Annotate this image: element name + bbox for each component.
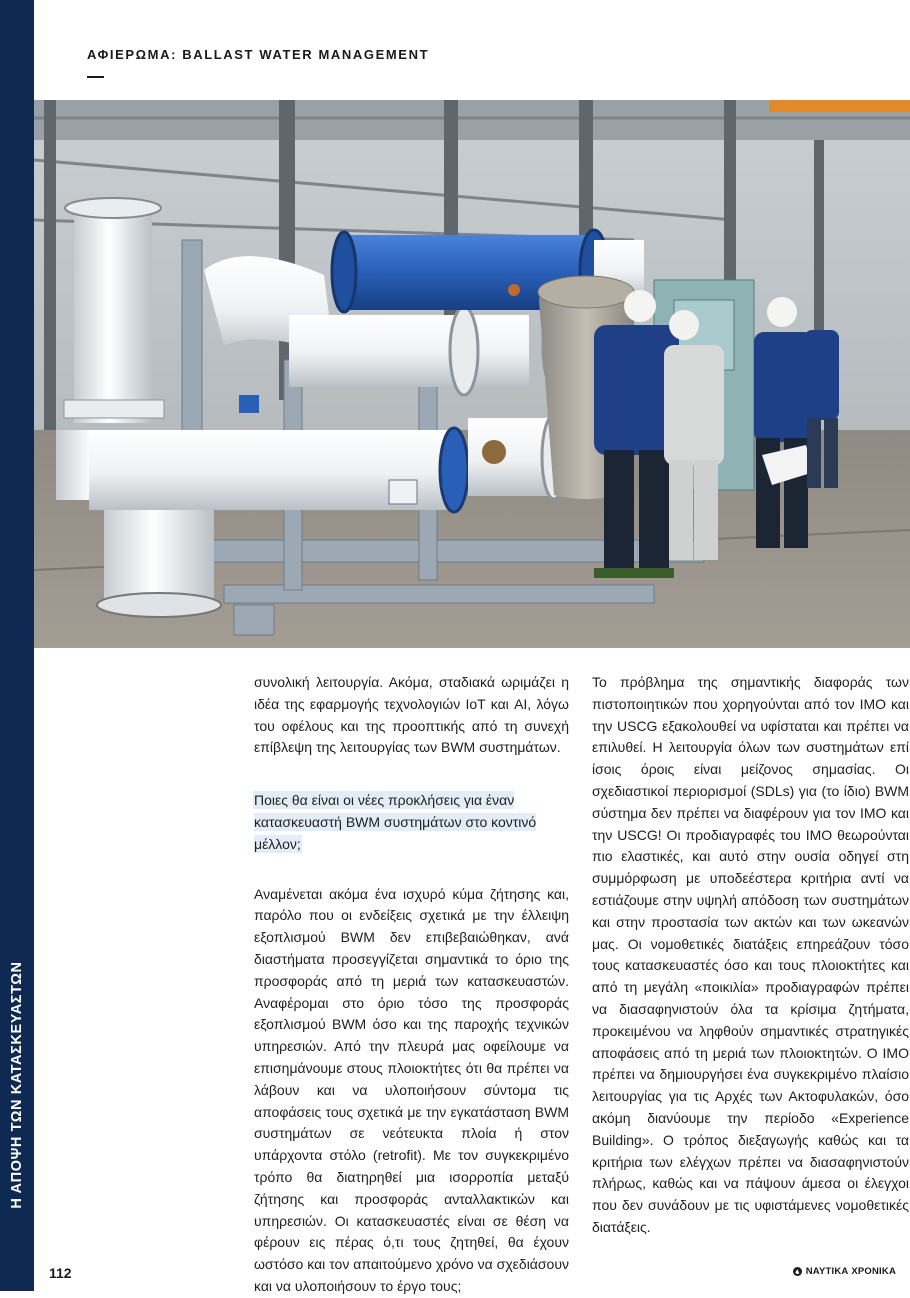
- worker-2: [664, 310, 724, 560]
- sidebar-band: [0, 0, 34, 1291]
- bwm-system-photo: [34, 100, 910, 648]
- publication-brand: [793, 1266, 896, 1277]
- title-divider: [87, 76, 104, 78]
- article-column-left: [254, 672, 569, 1298]
- interview-question: [254, 790, 569, 855]
- answer-paragraph-right: Το πρόβλημα της σημαντικής διαφοράς των πιστοποιητικών που χορηγούνται από τον IMO και την USCG εξακολουθεί να υφίσταται και πρέπει να επιλυθεί. Η λειτουργία όλων των συστημάτων επί ίσοις όροις είναι μείζονος σημασίας. Οι σχεδιαστικοί περιορισμοί (SDLs) για (το ίδιο) BWM σύστημα δεν πρέπει να διαφέρουν για τον IMO και την USCG! Οι προδιαγραφές του IMO θεωρούνται πιο ελαστικές, και αυτό στην ουσία οδηγεί στη συμμόρφωση με υποδεέστερα κριτήρια αντί να εστιάζουμε στην υψηλή απόδοση των συστημάτων και στην προστασία των ακτών και των ωκεανών μας. Οι νομοθετικές διατάξεις επηρεάζουν τόσο τους κατασκευαστές όσο και τους πλοιοκτήτες και από τη μεγάλη «ποικιλία» προδιαγραφών πρέπει να διασαφηνιστούν όλα τα κρίσιμα ζητήματα, προκειμένου να ληφθούν σημαντικές στρατηγικές αποφάσεις από τη μεριά των πλοιοκτητών. Ο IMO πρέπει να δημιουργήσει ένα συγκεκριμένο πλαίσιο λειτουργίας για τις Αρχές των Ακτοφυλακών, όσο ακόμη διανύουμε την περίοδο «Experience Building». Ο τρόπος διεξαγωγής καθώς και τα κριτήρια των ελέγχων πρέπει να διασαφηνιστούν πλήρως, καθώς και να πάψουν άμεσα οι έλεγχοι που δεν συνάδουν με τις υφιστάμενες νομοθετικές διατάξεις.: [592, 674, 909, 1235]
- section-title: ΑΦΙΕΡΩΜΑ: BALLAST WATER MANAGEMENT: [87, 47, 430, 62]
- brand-logo-icon: [793, 1267, 802, 1276]
- sidebar-label: Η ΑΠΟΨΗ ΤΩΝ ΚΑΤΑΣΚΕΥΑΣΤΩΝ: [9, 961, 25, 1209]
- question-text: Ποιες θα είναι οι νέες προκλήσεις για έναν κατασκευαστή BWM συστημάτων στο κοντινό μέλλον;: [254, 792, 537, 852]
- page-number: 112: [49, 1265, 72, 1281]
- article-column-right: [592, 672, 909, 1239]
- intro-paragraph: συνολική λειτουργία. Ακόμα, σταδιακά ωριμάζει η ιδέα της εφαρμογής τεχνολογιών IoT και AI, λόγω του οφέλους και της προοπτικής από τη συνεχή επίβλεψη της λειτουργίας των BWM συστημάτων.: [254, 674, 569, 756]
- answer-paragraph-left: Αναμένεται ακόμα ένα ισχυρό κύμα ζήτησης και, παρόλο που οι ενδείξεις σχετικά με την έλλειψη εξοπλισμού BWM δεν επιβεβαιώθηκαν, ανά διαστήματα προσεγγίζεται σημαντικά το όριο της προσφοράς από τη μεριά των κατασκευαστών. Αναφέρομαι στο όριο τόσο της προσφοράς εξοπλισμού BWM όσο και της παροχής τεχνικών υπηρεσιών. Από την πλευρά μας οφείλουμε να επισημάνουμε στους πλοιοκτήτες ότι θα πρέπει να λάβουν και να υλοποιήσουν σύντομα τις αποφάσεις τους σχετικά με την εγκατάσταση BWM συστημάτων σε νεότευκτα πλοία ή στον υπάρχοντα στόλο (retrofit). Με τον συγκεκριμένο τρόπο θα διατηρηθεί μια ισορροπία μεταξύ ζήτησης και προσφοράς ανταλλακτικών και υπηρεσιών. Οι κατασκευαστές είναι σε θέση να φέρουν εις πέρας ό,τι τους ζητηθεί, θα έχουν ωστόσο και τον απαιτούμενο χρόνο να σχεδιάσουν και να υλοποιήσουν το έργο τους;: [254, 885, 569, 1294]
- brand-name: ΝΑΥΤΙΚΑ ΧΡΟΝΙΚΑ: [805, 1266, 896, 1277]
